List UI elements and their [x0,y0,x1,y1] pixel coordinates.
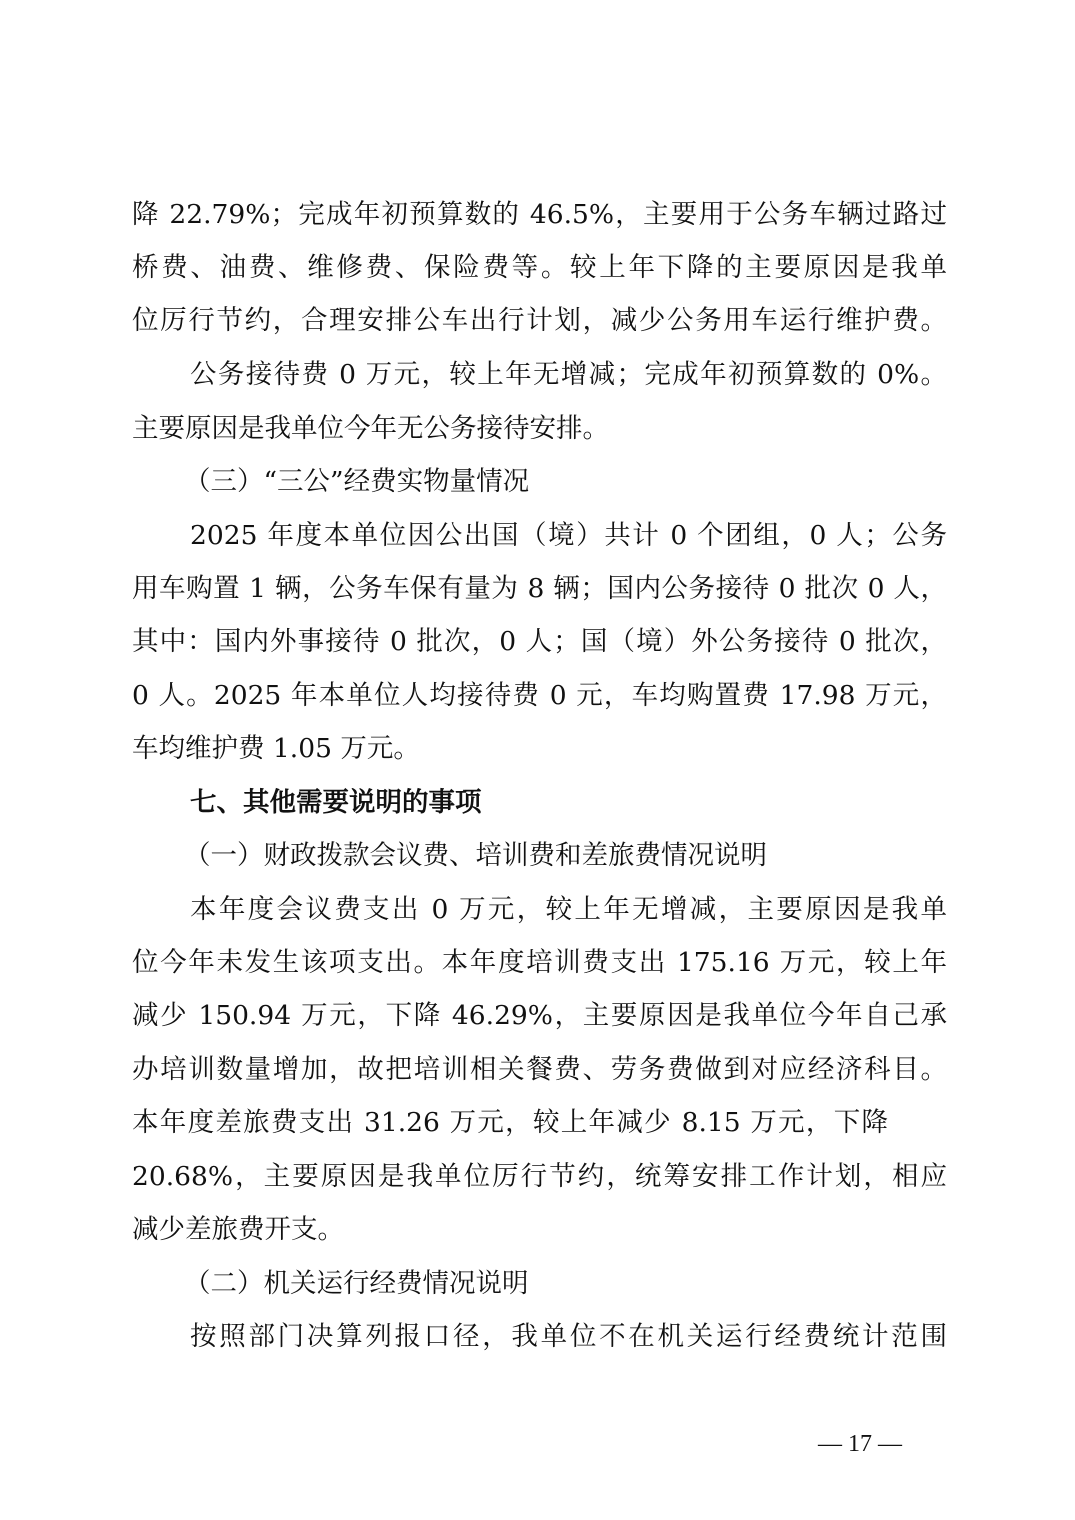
text-line: 公务接待费 0 万元，较上年无增减；完成年初预算数的 0%。 [190,359,947,390]
text-line: 办培训数量增加，故把培训相关餐费、劳务费做到对应经济科目。 [132,1054,947,1085]
section-heading-1: （一）财政拨款会议费、培训费和差旅费情况说明 [184,840,767,871]
text-line: 其中：国内外事接待 0 批次，0 人；国（境）外公务接待 0 批次， [132,626,947,657]
text-line: 2025 年度本单位因公出国（境）共计 0 个团组，0 人；公务 [190,520,947,551]
text-line: 按照部门决算列报口径，我单位不在机关运行经费统计范围 [190,1321,947,1352]
text-line: 位今年未发生该项支出。本年度培训费支出 175.16 万元，较上年 [132,947,947,978]
text-line: 减少差旅费开支。 [132,1214,344,1245]
text-line: 用车购置 1 辆，公务车保有量为 8 辆；国内公务接待 0 批次 0 人， [132,573,947,604]
text-line: 桥费、油费、维修费、保险费等。较上年下降的主要原因是我单 [132,252,947,283]
section-heading-2: （二）机关运行经费情况说明 [184,1268,529,1299]
text-line: 20.68%，主要原因是我单位厉行节约，统筹安排工作计划，相应 [132,1161,947,1192]
chapter-heading-7: 七、其他需要说明的事项 [190,787,482,818]
text-line: 位厉行节约，合理安排公车出行计划，减少公务用车运行维护费。 [132,305,947,336]
text-line: 0 人。2025 年本单位人均接待费 0 元，车均购置费 17.98 万元， [132,680,947,711]
text-line: 本年度会议费支出 0 万元，较上年无增减，主要原因是我单 [190,894,947,925]
text-line: 减少 150.94 万元，下降 46.29%，主要原因是我单位今年自己承 [132,1000,947,1031]
text-line: 本年度差旅费支出 31.26 万元，较上年减少 8.15 万元，下降 [132,1107,888,1138]
text-line: 车均维护费 1.05 万元。 [132,733,420,764]
text-line: 主要原因是我单位今年无公务接待安排。 [132,413,609,444]
page-number: — 17 — [818,1431,902,1457]
text-line: 降 22.79%；完成年初预算数的 46.5%，主要用于公务车辆过路过 [132,199,947,230]
section-heading-3: （三）“三公”经费实物量情况 [184,466,530,497]
